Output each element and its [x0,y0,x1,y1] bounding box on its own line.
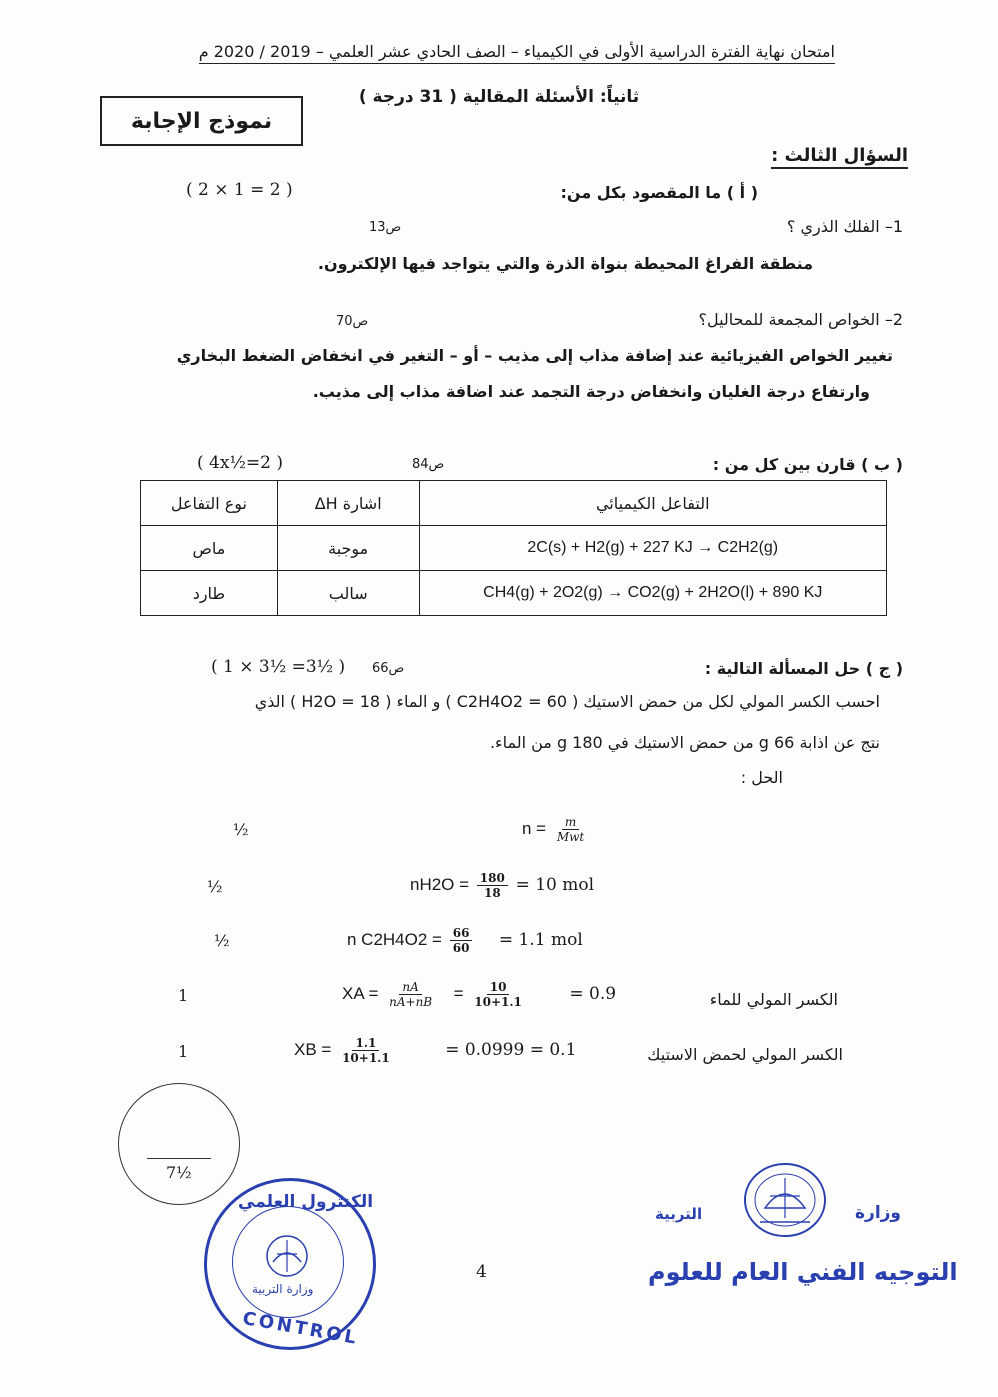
step-score: ½ [233,820,249,839]
item-1-page-ref: ص13 [369,220,402,235]
exam-header: امتحان نهاية الفترة الدراسية الأولى في الكيمياء – الصف الحادي عشر العلمي – 2019 / 2020 م [199,42,835,64]
comparison-table [140,480,887,616]
table-row [141,571,887,616]
problem-line-1: احسب الكسر المولي لكل من حمض الاستيك ( C2H4O2 = 60 ) و الماء ( H2O = 18 ) الذي [254,692,880,711]
step-score: ½ [207,877,223,896]
ministry-department: التوجيه الفني العام للعلوم [648,1258,958,1286]
item-2-text: الخواص المجمعة للمحاليل؟ [698,310,880,329]
section-a-marks: ( 2 × 1 = 2 ) [186,180,293,200]
item-1-question [787,217,903,236]
emblem-icon [263,1232,311,1280]
step-fraction [339,1036,393,1065]
dh-sign-cell: موجبة [277,526,419,571]
step-result: = 1.1 mol [498,929,583,950]
reaction-cell: CH4(g) + 2O2(g) → CO2(g) + 2H2O(l) + 890 KJ [419,571,886,616]
section-b-page-ref: ص84 [412,457,445,472]
solution-label: الحل : [740,768,783,787]
question-title: السؤال الثالث : [771,145,908,169]
section-c-label: ( ج ) حل المسألة التالية : [704,659,903,678]
education-word: التربية [655,1205,703,1223]
step-fraction [471,980,525,1009]
part-title: ثانياً: الأسئلة المقالية ( 31 درجة ) [358,87,640,107]
step-result: = 0.0999 = 0.1 [445,1039,577,1060]
solution-step [410,871,594,900]
fraction-denominator: 10+1.1 [342,1051,390,1065]
table-row [141,526,887,571]
item-2-answer-line2: وارتفاع درجة الغليان وانخفاض درجة التجمد عند اضافة مذاب إلى مذيب. [312,382,870,401]
item-2-question [698,310,903,329]
item-1-answer: منطقة الفراغ المحيطة بنواة الذرة والتي يتواجد فيها الإلكترون. [317,254,813,273]
stamp-middle-text: وزارة التربية [252,1282,314,1296]
item-1-text: الفلك الذري ؟ [786,217,880,236]
total-score: 7½ [166,1163,192,1182]
score-circle [118,1083,240,1205]
step-result: = 0.9 [569,983,617,1004]
dh-sign-cell: سالب [277,571,419,616]
step-lhs: nH2O = [410,874,470,894]
section-b-label: ( ب ) قارن بين كل من : [712,455,903,474]
fraction-denominator: 10+1.1 [474,995,522,1009]
fraction-numerator: nA [399,980,421,995]
step-fraction [386,980,435,1009]
step-score: ½ [214,931,230,950]
table-header-dh: اشارة ΔH [277,481,419,526]
item-2-answer-line1: تغيير الخواص الفيزيائية عند إضافة مذاب إلى مذيب – أو – التغير في انخفاض الضغط البخاري [176,346,893,365]
section-c-page-ref: ص66 [372,661,405,676]
stamp-top-text: الكنترول العلمي [238,1192,374,1212]
score-divider [147,1158,211,1159]
section-a-label: ( أ ) ما المقصود بكل من: [560,183,758,202]
table-header-row [141,481,887,526]
reaction-type-cell: ماص [141,526,278,571]
solution-step [522,815,590,844]
water-mole-fraction-label: الكسر المولي للماء [709,990,838,1009]
fraction-numerator: m [562,815,579,830]
item-2-number: 2– [884,310,903,329]
section-b-marks: ( 4x½=2 ) [197,453,284,473]
stamp-bottom-text: CONTROL [241,1307,361,1350]
step-fraction [477,871,508,900]
acetic-acid-mole-fraction-label: الكسر المولي لحمض الاستيك [647,1045,843,1064]
step-fraction [554,815,587,844]
fraction-numerator: 10 [487,980,510,995]
ministry-word: وزارة [855,1203,902,1223]
page-number: 4 [476,1262,487,1282]
step-equals: = [453,983,464,1003]
reaction-cell: 2C(s) + H2(g) + 227 KJ → C2H2(g) [419,526,886,571]
ministry-logo-icon [740,1160,830,1240]
step-lhs: XA = [342,983,379,1003]
fraction-numerator: 66 [450,926,473,941]
table-header-type: نوع التفاعل [141,481,278,526]
solution-step [342,980,616,1009]
fraction-numerator: 1.1 [352,1036,379,1051]
step-score: 1 [178,986,189,1005]
item-1-number: 1– [884,217,903,236]
fraction-denominator: Mwt [556,830,585,844]
section-c-marks: ( 1 × 3½ =3½ ) [211,657,346,677]
fraction-denominator: 60 [452,941,470,955]
step-fraction [450,926,473,955]
fraction-denominator: 18 [483,886,501,900]
item-2-page-ref: ص70 [336,314,369,329]
fraction-denominator: nA+nB [389,995,433,1009]
step-lhs: n C2H4O2 = [347,929,442,949]
step-result: = 10 mol [515,874,595,895]
problem-line-2: نتج عن اذابة g 66 من حمض الاستيك في g 180 من الماء. [489,733,880,752]
model-answer-box: نموذج الإجابة [100,96,303,146]
fraction-numerator: 180 [477,871,508,886]
solution-step [294,1036,576,1065]
step-lhs: n = [522,818,547,838]
step-lhs: XB = [294,1039,332,1059]
step-score: 1 [178,1042,189,1061]
reaction-type-cell: طارد [141,571,278,616]
solution-step [347,926,583,955]
table-header-reaction: التفاعل الكيميائي [419,481,886,526]
